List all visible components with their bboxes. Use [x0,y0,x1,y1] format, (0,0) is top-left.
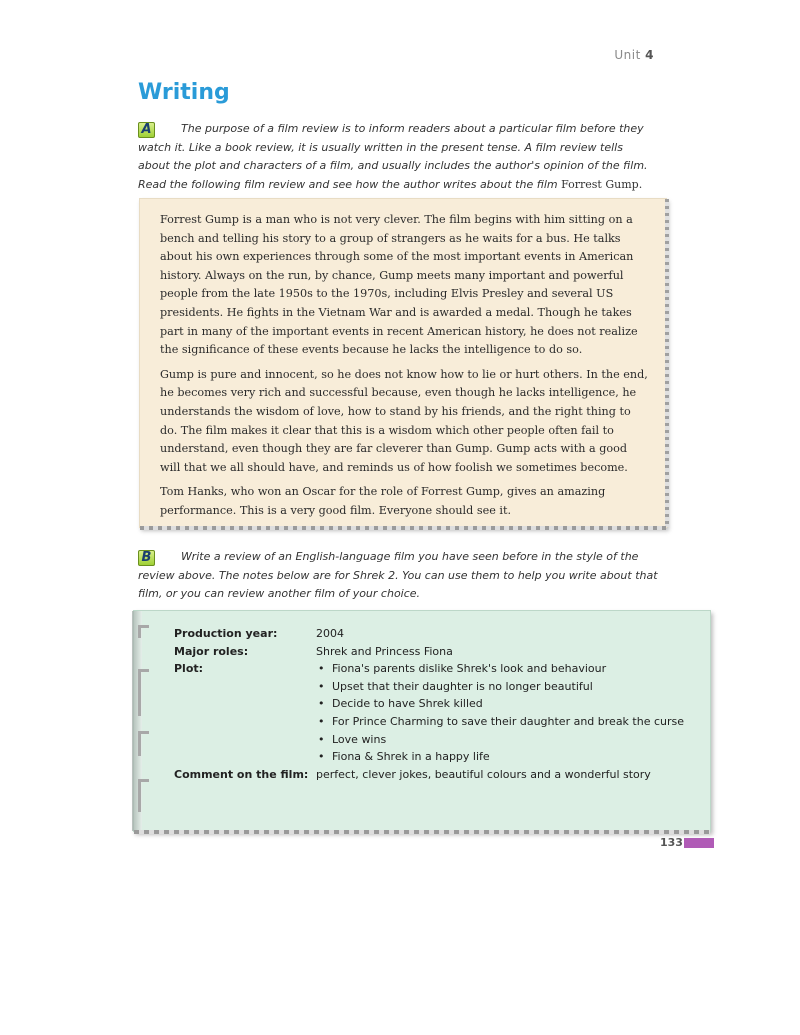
film-name: Forrest Gump. [561,177,643,191]
torn-edge-bottom [140,526,666,530]
section-b-badge: B [138,550,155,566]
section-a-instructions: The purpose of a film review is to inform readers about a particular film before they watch it. Like a book review, it is usually written in the present tense. A film review tells about the plot and characters of a film, and usually includes the author's opinion of the film. Read the following film review and see how the author writes about the film [138,122,648,191]
unit-word: Unit [614,48,641,62]
review-paragraph: Gump is pure and innocent, so he does not know how to lie or hurt others. In the end, he becomes very rich and successful because, even though he lacks intelligence, he understands the wisdom of love, how to stand by his friends, and the right thing to do. The film makes it clear that this is a wisdom which other people often fail to understand, even though they are far cleverer than Gump. Gump acts with a good will that we all should have, and reminds us of how foolish we sometimes become. [160,367,648,474]
plot-list [316,660,694,766]
section-a-badge: A [138,122,155,138]
comment-label: Comment on the film: [174,767,309,781]
review-paragraph: Forrest Gump is a man who is not very clever. The film begins with him sitting on a bench and telling his story to a group of strangers as he waits for a bus. He talks about his own experiences through some of the most important events in American history. Always on the run, by chance, Gump meets many important and powerful people from the late 1950s to the 1970s, including Elvis Presley and several US presidents. He fights in the Vietnam War and is awarded a medal. Though he takes part in many of the important events in recent American history, he does not realize the significance of these events because he lacks the intelligence to do so. [160,213,638,357]
major-roles-label: Major roles: [174,644,249,658]
plot-point: • Fiona & Shrek in a happy life [316,748,694,766]
note-row-plot [174,660,694,766]
torn-edge-bottom [134,830,710,834]
section-title: Writing [138,80,230,105]
notes-box [133,610,711,832]
plot-point: • Decide to have Shrek killed [316,695,694,713]
note-row-comment [174,766,694,784]
plot-point: • Love wins [316,731,694,749]
plot-point: • For Prince Charming to save their daughter and break the curse [316,713,694,731]
plot-label: Plot: [174,662,204,676]
binder-hook [138,731,149,756]
binder-hook [138,779,149,812]
binder-hook [138,625,149,638]
page-accent-bar [684,838,714,848]
section-b-instructions: Write a review of an English-language film you have seen before in the style of the review above. The notes below are for Shrek 2. You can use them to help you write about that film, or you can review another film of your choice. [138,550,658,600]
note-row-production-year [174,625,694,643]
film-notes [174,625,694,783]
review-paragraph: Tom Hanks, who won an Oscar for the role of Forrest Gump, gives an amazing performance. This is a very good film. Everyone should see it. [160,485,606,517]
comment-value: perfect, clever jokes, beautiful colours and a wonderful story [316,767,651,781]
section-b-intro [138,548,658,604]
unit-label [614,48,654,62]
page-number: 133 [660,836,683,849]
section-a-intro [138,120,658,194]
production-year-value: 2004 [316,627,344,640]
review-box [139,198,667,528]
major-roles-value: Shrek and Princess Fiona [316,644,453,658]
torn-edge-right [665,199,669,527]
note-row-major-roles [174,643,694,661]
plot-point: • Fiona's parents dislike Shrek's look and behaviour [316,660,694,678]
binder-hook [138,669,149,716]
review-text [160,211,650,527]
unit-number: 4 [645,48,654,62]
plot-point: • Upset that their daughter is no longer beautiful [316,678,694,696]
production-year-label: Production year: [174,627,278,640]
